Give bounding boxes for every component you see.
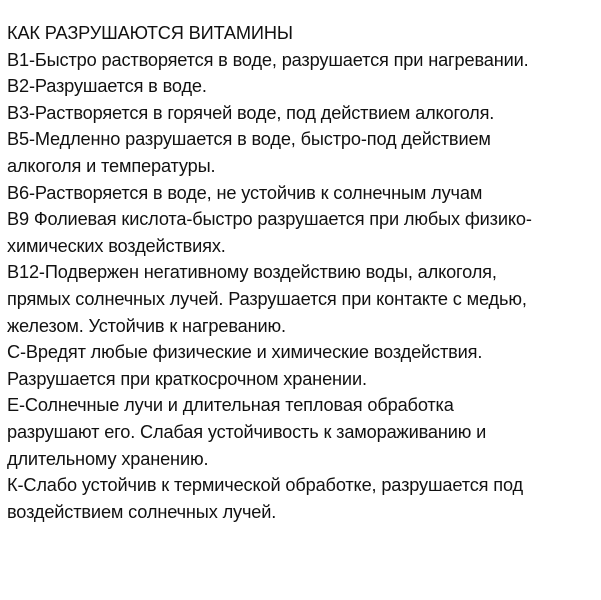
vitamin-entry-b2 (7, 73, 597, 100)
vitamin-entry-b12 (7, 259, 597, 339)
entry-line: химических воздействиях. (7, 235, 226, 256)
entry-line: железом. Устойчив к нагреванию. (7, 315, 286, 336)
document-title: КАК РАЗРУШАЮТСЯ ВИТАМИНЫ (7, 23, 293, 43)
vitamin-entry-k (7, 472, 597, 525)
entry-line: разрушают его. Слабая устойчивость к замораживанию и (7, 421, 487, 442)
entry-line: В1-Быстро растворяется в воде, разрушается при нагревании. (7, 49, 529, 70)
entry-line: Разрушается при краткосрочном хранении. (7, 368, 367, 389)
entry-line: Е-Солнечные лучи и длительная тепловая обработка (7, 395, 454, 416)
vitamin-entry-b5 (7, 126, 597, 179)
vitamin-entry-c (7, 339, 597, 392)
entry-line: В12-Подвержен негативному воздействию воды, алкоголя, (7, 262, 497, 283)
entry-line: длительному хранению. (7, 448, 209, 469)
entry-line: воздействием солнечных лучей. (7, 501, 277, 522)
entry-line: В6-Растворяется в воде, не устойчив к солнечным лучам (7, 182, 483, 203)
entry-line: алкоголя и температуры. (7, 155, 216, 176)
vitamin-entry-b3 (7, 100, 597, 127)
vitamin-entry-b6 (7, 180, 597, 207)
vitamin-entry-e (7, 392, 597, 472)
entry-line: В5-Медленно разрушается в воде, быстро-под действием (7, 129, 491, 150)
entry-line: прямых солнечных лучей. Разрушается при контакте с медью, (7, 288, 527, 309)
entry-line: С-Вредят любые физические и химические воздействия. (7, 342, 483, 363)
entry-line: В2-Разрушается в воде. (7, 76, 207, 97)
entry-line: К-Слабо устойчив к термической обработке, разрушается под (7, 475, 523, 496)
vitamin-entry-b9 (7, 206, 597, 259)
document (7, 20, 597, 525)
entry-line: В3-Растворяется в горячей воде, под действием алкоголя. (7, 102, 495, 123)
vitamin-entry-b1 (7, 47, 597, 74)
entry-line: В9 Фолиевая кислота-быстро разрушается при любых физико- (7, 209, 532, 230)
